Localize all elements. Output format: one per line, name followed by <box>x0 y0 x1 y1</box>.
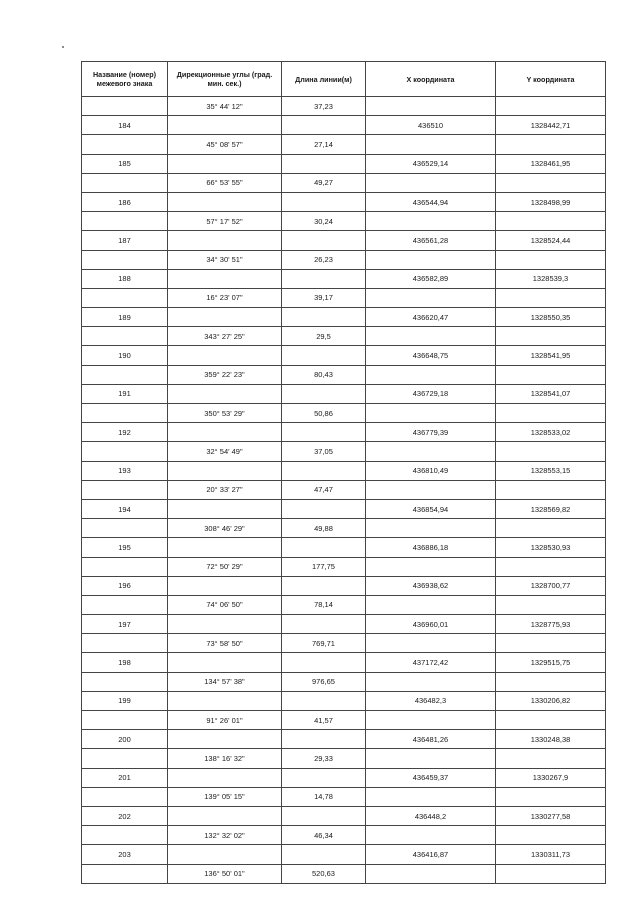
y-coordinate-cell: 1330277,58 <box>496 806 606 825</box>
angle-cell: 136° 50' 01" <box>168 864 282 883</box>
mark-name-cell: 187 <box>82 231 168 250</box>
table-row-segment <box>82 595 606 614</box>
length-cell <box>282 576 366 595</box>
y-coordinate-cell <box>496 480 606 499</box>
table-row-segment <box>82 365 606 384</box>
length-cell: 50,86 <box>282 404 366 423</box>
table-row-segment <box>82 327 606 346</box>
y-coordinate-cell: 1328550,35 <box>496 308 606 327</box>
x-coordinate-cell <box>366 826 496 845</box>
x-coordinate-cell: 436561,28 <box>366 231 496 250</box>
length-cell <box>282 231 366 250</box>
y-coordinate-cell <box>496 404 606 423</box>
angle-cell: 139° 05' 15" <box>168 787 282 806</box>
y-coordinate-cell: 1330311,73 <box>496 845 606 864</box>
length-cell: 80,43 <box>282 365 366 384</box>
length-cell <box>282 806 366 825</box>
angle-cell <box>168 384 282 403</box>
x-coordinate-cell <box>366 519 496 538</box>
mark-name-cell <box>82 672 168 691</box>
mark-name-cell: 184 <box>82 116 168 135</box>
y-coordinate-cell: 1328524,44 <box>496 231 606 250</box>
angle-cell <box>168 768 282 787</box>
header-y-coordinate: Y координата <box>496 62 606 97</box>
mark-name-cell <box>82 288 168 307</box>
mark-name-cell <box>82 212 168 231</box>
length-cell: 14,78 <box>282 787 366 806</box>
angle-cell: 45° 08' 57" <box>168 135 282 154</box>
x-coordinate-cell <box>366 557 496 576</box>
mark-name-cell <box>82 250 168 269</box>
y-coordinate-cell <box>496 864 606 883</box>
length-cell: 47,47 <box>282 480 366 499</box>
length-cell <box>282 384 366 403</box>
angle-cell: 134° 57' 38" <box>168 672 282 691</box>
y-coordinate-cell <box>496 327 606 346</box>
angle-cell: 359° 22' 23" <box>168 365 282 384</box>
length-cell <box>282 269 366 288</box>
angle-cell <box>168 730 282 749</box>
angle-cell: 66° 53' 55" <box>168 173 282 192</box>
table-row-segment <box>82 634 606 653</box>
angle-cell <box>168 845 282 864</box>
table-row-point <box>82 192 606 211</box>
x-coordinate-cell <box>366 480 496 499</box>
x-coordinate-cell <box>366 595 496 614</box>
mark-name-cell: 194 <box>82 499 168 518</box>
length-cell <box>282 423 366 442</box>
table-row-segment <box>82 135 606 154</box>
mark-name-cell: 190 <box>82 346 168 365</box>
angle-cell <box>168 499 282 518</box>
mark-name-cell <box>82 711 168 730</box>
angle-cell <box>168 691 282 710</box>
mark-name-cell <box>82 442 168 461</box>
angle-cell <box>168 192 282 211</box>
length-cell: 46,34 <box>282 826 366 845</box>
length-cell: 520,63 <box>282 864 366 883</box>
x-coordinate-cell <box>366 327 496 346</box>
mark-name-cell: 198 <box>82 653 168 672</box>
table-row-segment <box>82 212 606 231</box>
y-coordinate-cell: 1329515,75 <box>496 653 606 672</box>
angle-cell <box>168 423 282 442</box>
mark-name-cell <box>82 787 168 806</box>
angle-cell <box>168 154 282 173</box>
x-coordinate-cell <box>366 864 496 883</box>
length-cell: 39,17 <box>282 288 366 307</box>
x-coordinate-cell <box>366 97 496 116</box>
table-row-segment <box>82 787 606 806</box>
x-coordinate-cell: 436544,94 <box>366 192 496 211</box>
x-coordinate-cell: 436729,18 <box>366 384 496 403</box>
angle-cell <box>168 116 282 135</box>
length-cell: 27,14 <box>282 135 366 154</box>
x-coordinate-cell <box>366 365 496 384</box>
angle-cell <box>168 576 282 595</box>
y-coordinate-cell <box>496 250 606 269</box>
mark-name-cell: 188 <box>82 269 168 288</box>
table-row-point <box>82 730 606 749</box>
length-cell: 976,65 <box>282 672 366 691</box>
x-coordinate-cell: 436448,2 <box>366 806 496 825</box>
length-cell: 30,24 <box>282 212 366 231</box>
length-cell <box>282 653 366 672</box>
table-row-point <box>82 538 606 557</box>
y-coordinate-cell <box>496 749 606 768</box>
y-coordinate-cell: 1328539,3 <box>496 269 606 288</box>
mark-name-cell: 203 <box>82 845 168 864</box>
mark-name-cell <box>82 519 168 538</box>
angle-cell <box>168 806 282 825</box>
table-row-segment <box>82 250 606 269</box>
table-row-point <box>82 269 606 288</box>
x-coordinate-cell <box>366 749 496 768</box>
mark-name-cell <box>82 634 168 653</box>
length-cell <box>282 615 366 634</box>
angle-cell: 34° 30' 51" <box>168 250 282 269</box>
angle-cell <box>168 538 282 557</box>
header-x-coordinate: X координата <box>366 62 496 97</box>
length-cell <box>282 461 366 480</box>
table-row-segment <box>82 672 606 691</box>
x-coordinate-cell: 436938,62 <box>366 576 496 595</box>
y-coordinate-cell: 1328533,02 <box>496 423 606 442</box>
x-coordinate-cell <box>366 404 496 423</box>
mark-name-cell <box>82 173 168 192</box>
table-row-point <box>82 423 606 442</box>
length-cell <box>282 308 366 327</box>
mark-name-cell: 196 <box>82 576 168 595</box>
mark-name-cell: 199 <box>82 691 168 710</box>
angle-cell <box>168 653 282 672</box>
mark-name-cell <box>82 864 168 883</box>
mark-name-cell <box>82 557 168 576</box>
y-coordinate-cell <box>496 365 606 384</box>
length-cell: 177,75 <box>282 557 366 576</box>
table-row-point <box>82 576 606 595</box>
header-line-length: Длина линии(м) <box>282 62 366 97</box>
length-cell <box>282 845 366 864</box>
length-cell: 49,27 <box>282 173 366 192</box>
length-cell: 29,5 <box>282 327 366 346</box>
y-coordinate-cell <box>496 826 606 845</box>
length-cell <box>282 768 366 787</box>
y-coordinate-cell: 1328498,99 <box>496 192 606 211</box>
x-coordinate-cell: 436510 <box>366 116 496 135</box>
length-cell: 41,57 <box>282 711 366 730</box>
y-coordinate-cell <box>496 135 606 154</box>
table-row-point <box>82 308 606 327</box>
y-coordinate-cell <box>496 173 606 192</box>
table-row-segment <box>82 711 606 730</box>
x-coordinate-cell <box>366 212 496 231</box>
y-coordinate-cell <box>496 519 606 538</box>
mark-name-cell <box>82 595 168 614</box>
angle-cell: 91° 26' 01" <box>168 711 282 730</box>
angle-cell <box>168 269 282 288</box>
angle-cell <box>168 461 282 480</box>
mark-name-cell <box>82 365 168 384</box>
angle-cell: 138° 16' 32" <box>168 749 282 768</box>
table-row-point <box>82 691 606 710</box>
mark-name-cell: 200 <box>82 730 168 749</box>
length-cell <box>282 192 366 211</box>
length-cell: 769,71 <box>282 634 366 653</box>
mark-name-cell <box>82 97 168 116</box>
angle-cell: 20° 33' 27" <box>168 480 282 499</box>
table-row-segment <box>82 442 606 461</box>
table-row-point <box>82 653 606 672</box>
length-cell: 49,88 <box>282 519 366 538</box>
y-coordinate-cell <box>496 557 606 576</box>
mark-name-cell <box>82 327 168 346</box>
y-coordinate-cell: 1328775,93 <box>496 615 606 634</box>
header-mark-name: Название (номер) межевого знака <box>82 62 168 97</box>
y-coordinate-cell <box>496 442 606 461</box>
length-cell <box>282 154 366 173</box>
y-coordinate-cell: 1330248,38 <box>496 730 606 749</box>
angle-cell <box>168 308 282 327</box>
length-cell <box>282 116 366 135</box>
mark-name-cell <box>82 480 168 499</box>
y-coordinate-cell: 1328442,71 <box>496 116 606 135</box>
x-coordinate-cell: 436960,01 <box>366 615 496 634</box>
x-coordinate-cell: 436886,18 <box>366 538 496 557</box>
angle-cell: 72° 50' 29" <box>168 557 282 576</box>
y-coordinate-cell: 1328553,15 <box>496 461 606 480</box>
y-coordinate-cell <box>496 97 606 116</box>
x-coordinate-cell: 436482,3 <box>366 691 496 710</box>
mark-name-cell <box>82 749 168 768</box>
y-coordinate-cell: 1328569,82 <box>496 499 606 518</box>
table-row-point <box>82 768 606 787</box>
table-row-point <box>82 116 606 135</box>
angle-cell <box>168 346 282 365</box>
x-coordinate-cell: 436620,47 <box>366 308 496 327</box>
x-coordinate-cell <box>366 288 496 307</box>
mark-name-cell: 189 <box>82 308 168 327</box>
y-coordinate-cell <box>496 672 606 691</box>
angle-cell: 350° 53' 29" <box>168 404 282 423</box>
x-coordinate-cell: 436481,26 <box>366 730 496 749</box>
angle-cell: 16° 23' 07" <box>168 288 282 307</box>
table-header-row <box>82 62 606 97</box>
y-coordinate-cell <box>496 711 606 730</box>
angle-cell: 132° 32' 02" <box>168 826 282 845</box>
y-coordinate-cell <box>496 787 606 806</box>
angle-cell: 35° 44' 12" <box>168 97 282 116</box>
mark-name-cell <box>82 404 168 423</box>
header-directional-angle: Дирекционные углы (град. мин. сек.) <box>168 62 282 97</box>
y-coordinate-cell <box>496 634 606 653</box>
x-coordinate-cell <box>366 173 496 192</box>
table-row-point <box>82 499 606 518</box>
table-row-segment <box>82 288 606 307</box>
table-row-point <box>82 845 606 864</box>
table-row-point <box>82 384 606 403</box>
angle-cell: 74° 06' 50" <box>168 595 282 614</box>
scan-speck <box>62 46 64 48</box>
table-row-segment <box>82 519 606 538</box>
y-coordinate-cell: 1328461,95 <box>496 154 606 173</box>
y-coordinate-cell: 1330267,9 <box>496 768 606 787</box>
angle-cell <box>168 615 282 634</box>
table-row-point <box>82 615 606 634</box>
y-coordinate-cell: 1328541,95 <box>496 346 606 365</box>
angle-cell: 32° 54' 49" <box>168 442 282 461</box>
table-row-point <box>82 806 606 825</box>
mark-name-cell: 195 <box>82 538 168 557</box>
mark-name-cell: 193 <box>82 461 168 480</box>
x-coordinate-cell <box>366 135 496 154</box>
y-coordinate-cell: 1328530,93 <box>496 538 606 557</box>
length-cell: 29,33 <box>282 749 366 768</box>
x-coordinate-cell <box>366 711 496 730</box>
x-coordinate-cell <box>366 787 496 806</box>
table-row-point <box>82 154 606 173</box>
y-coordinate-cell <box>496 288 606 307</box>
length-cell <box>282 730 366 749</box>
mark-name-cell: 202 <box>82 806 168 825</box>
boundary-coordinates-table <box>81 61 606 884</box>
x-coordinate-cell: 436416,87 <box>366 845 496 864</box>
mark-name-cell: 185 <box>82 154 168 173</box>
y-coordinate-cell <box>496 595 606 614</box>
angle-cell: 343° 27' 25" <box>168 327 282 346</box>
length-cell <box>282 691 366 710</box>
y-coordinate-cell: 1328700,77 <box>496 576 606 595</box>
angle-cell: 308° 46' 29" <box>168 519 282 538</box>
table-row-segment <box>82 557 606 576</box>
table-row-point <box>82 461 606 480</box>
x-coordinate-cell: 436459,37 <box>366 768 496 787</box>
x-coordinate-cell: 436854,94 <box>366 499 496 518</box>
x-coordinate-cell: 436529,14 <box>366 154 496 173</box>
x-coordinate-cell <box>366 672 496 691</box>
table-row-point <box>82 231 606 250</box>
y-coordinate-cell: 1330206,82 <box>496 691 606 710</box>
mark-name-cell <box>82 826 168 845</box>
x-coordinate-cell: 437172,42 <box>366 653 496 672</box>
angle-cell: 57° 17' 52" <box>168 212 282 231</box>
mark-name-cell: 197 <box>82 615 168 634</box>
length-cell: 37,05 <box>282 442 366 461</box>
table-row-segment <box>82 749 606 768</box>
x-coordinate-cell <box>366 634 496 653</box>
mark-name-cell: 191 <box>82 384 168 403</box>
table-row-segment <box>82 173 606 192</box>
table-row-point <box>82 346 606 365</box>
length-cell <box>282 499 366 518</box>
table-row-segment <box>82 864 606 883</box>
length-cell <box>282 538 366 557</box>
angle-cell: 73° 58' 50" <box>168 634 282 653</box>
x-coordinate-cell: 436810,49 <box>366 461 496 480</box>
x-coordinate-cell <box>366 442 496 461</box>
mark-name-cell: 186 <box>82 192 168 211</box>
mark-name-cell: 201 <box>82 768 168 787</box>
x-coordinate-cell: 436648,75 <box>366 346 496 365</box>
x-coordinate-cell: 436582,89 <box>366 269 496 288</box>
x-coordinate-cell <box>366 250 496 269</box>
y-coordinate-cell: 1328541,07 <box>496 384 606 403</box>
x-coordinate-cell: 436779,39 <box>366 423 496 442</box>
mark-name-cell <box>82 135 168 154</box>
length-cell: 26,23 <box>282 250 366 269</box>
table-row-segment <box>82 826 606 845</box>
table-row-segment <box>82 480 606 499</box>
length-cell: 78,14 <box>282 595 366 614</box>
length-cell <box>282 346 366 365</box>
table-row-segment <box>82 404 606 423</box>
angle-cell <box>168 231 282 250</box>
length-cell: 37,23 <box>282 97 366 116</box>
mark-name-cell: 192 <box>82 423 168 442</box>
y-coordinate-cell <box>496 212 606 231</box>
table-row-segment <box>82 97 606 116</box>
